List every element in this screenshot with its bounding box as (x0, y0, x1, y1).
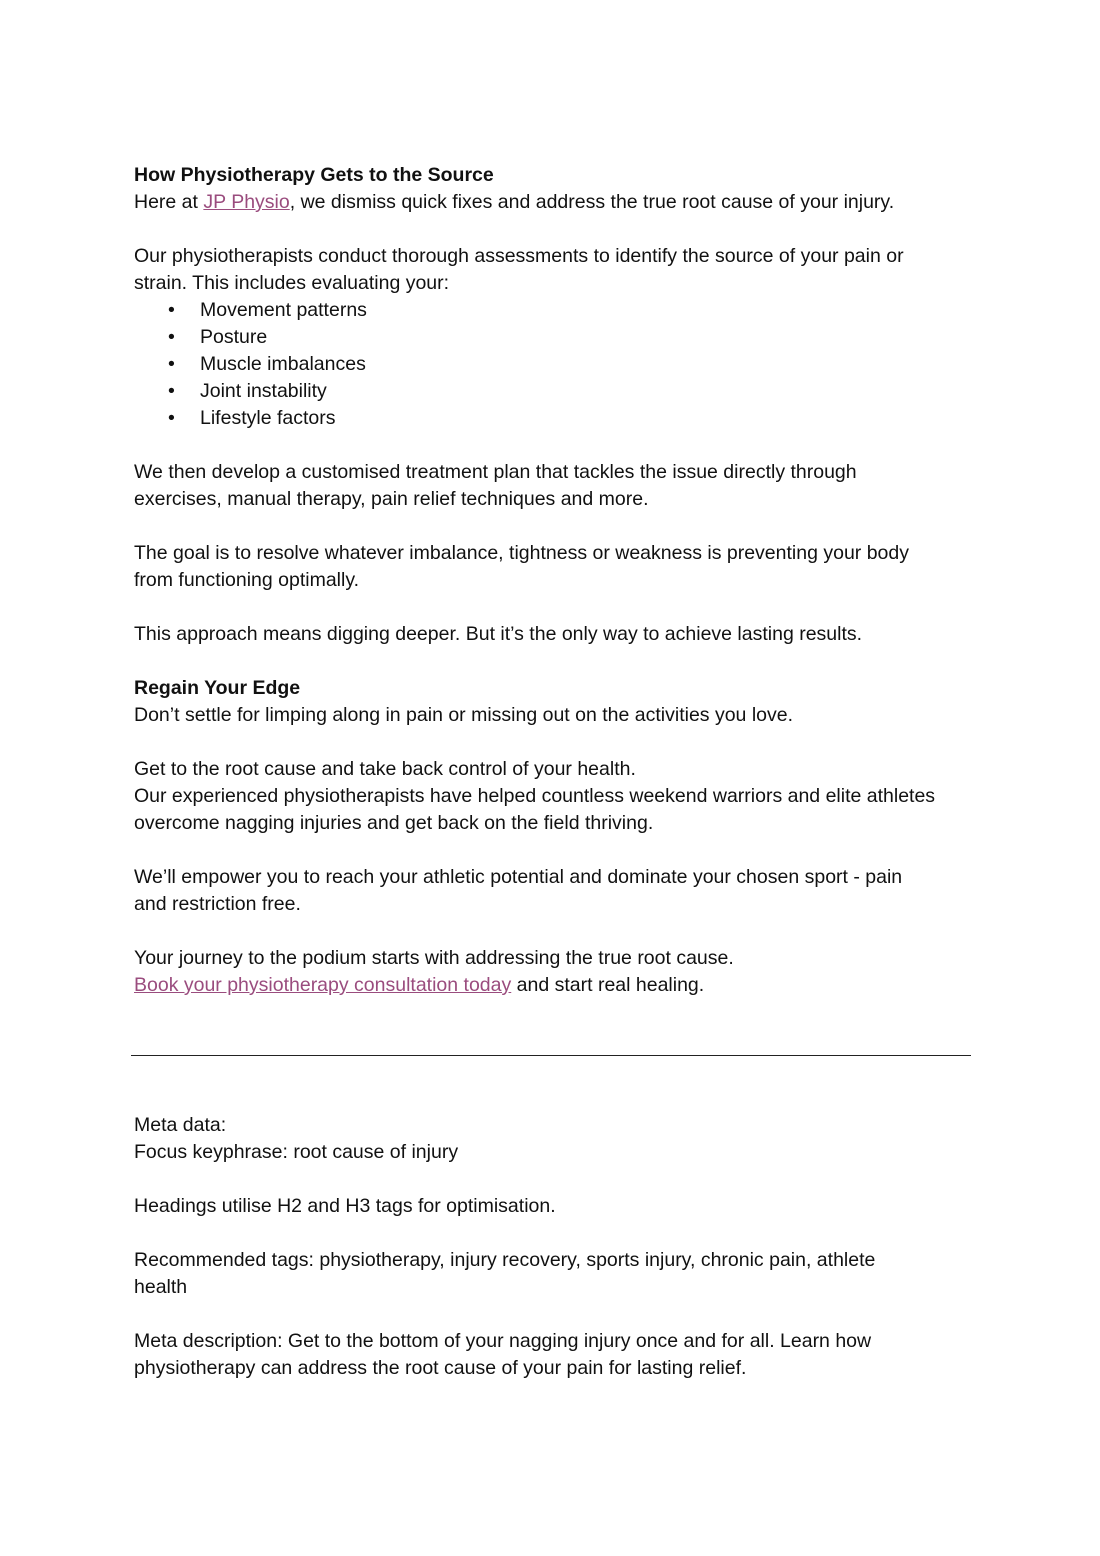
assessment-line-1: Our physiotherapists conduct thorough assessments to identify the source of your pain or (134, 245, 904, 267)
horizontal-divider (131, 1055, 971, 1056)
bullet-glyph: • (168, 380, 175, 402)
list-item-text: Posture (200, 326, 268, 348)
cta-paragraph (134, 972, 974, 999)
intro-suffix: , we dismiss quick fixes and address the true root cause of your injury. (289, 191, 895, 213)
bullet-glyph: • (168, 326, 175, 348)
goal-line-2: from functioning optimally. (134, 569, 360, 591)
list-item-text: Lifestyle factors (200, 407, 336, 429)
bullet-glyph: • (168, 407, 175, 429)
section-heading-regain: Regain Your Edge (134, 677, 301, 699)
treatment-plan-line-2: exercises, manual therapy, pain relief techniques and more. (134, 488, 649, 510)
list-item-text: Muscle imbalances (200, 353, 366, 375)
assessment-line-2: strain. This includes evaluating your: (134, 272, 450, 294)
empower-line-1: We’ll empower you to reach your athletic potential and dominate your chosen sport - pain (134, 866, 903, 888)
experience-line-1: Our experienced physiotherapists have helped countless weekend warriors and elite athletes (134, 785, 936, 807)
meta-description-line-1: Meta description: Get to the bottom of your nagging injury once and for all. Learn how (134, 1330, 872, 1352)
list-item-text: Movement patterns (200, 299, 367, 321)
intro-prefix: Here at (134, 191, 204, 213)
bullet-glyph: • (168, 353, 175, 375)
book-consultation-link[interactable]: Book your physiotherapy consultation today (134, 974, 512, 996)
list-item (134, 378, 974, 405)
headings-note: Headings utilise H2 and H3 tags for optimisation. (134, 1195, 556, 1217)
experience-line-2: overcome nagging injuries and get back on the field thriving. (134, 812, 654, 834)
empower-line-2: and restriction free. (134, 893, 301, 915)
cta-suffix: and start real healing. (511, 974, 705, 996)
list-item (134, 297, 974, 324)
list-item (134, 405, 974, 432)
goal-line-1: The goal is to resolve whatever imbalance, tightness or weakness is preventing your body (134, 542, 909, 564)
treatment-plan-line-1: We then develop a customised treatment plan that tackles the issue directly through (134, 461, 857, 483)
section-heading-source: How Physiotherapy Gets to the Source (134, 164, 494, 186)
jp-physio-link[interactable]: JP Physio (203, 191, 290, 213)
list-item-text: Joint instability (200, 380, 327, 402)
settle-paragraph: Don’t settle for limping along in pain or missing out on the activities you love. (134, 704, 794, 726)
control-line: Get to the root cause and take back control of your health. (134, 758, 636, 780)
meta-label: Meta data: (134, 1114, 227, 1136)
journey-line: Your journey to the podium starts with addressing the true root cause. (134, 947, 734, 969)
evaluation-list (134, 297, 974, 432)
recommended-tags-line-1: Recommended tags: physiotherapy, injury recovery, sports injury, chronic pain, athlete (134, 1249, 876, 1271)
recommended-tags-line-2: health (134, 1276, 188, 1298)
intro-paragraph (134, 189, 974, 216)
list-item (134, 324, 974, 351)
list-item (134, 351, 974, 378)
approach-paragraph: This approach means digging deeper. But it’s the only way to achieve lasting results. (134, 623, 863, 645)
meta-section (134, 1112, 974, 1382)
meta-description-line-2: physiotherapy can address the root cause of your pain for lasting relief. (134, 1357, 747, 1379)
document-body (134, 162, 974, 999)
bullet-glyph: • (168, 299, 175, 321)
focus-keyphrase: Focus keyphrase: root cause of injury (134, 1141, 459, 1163)
